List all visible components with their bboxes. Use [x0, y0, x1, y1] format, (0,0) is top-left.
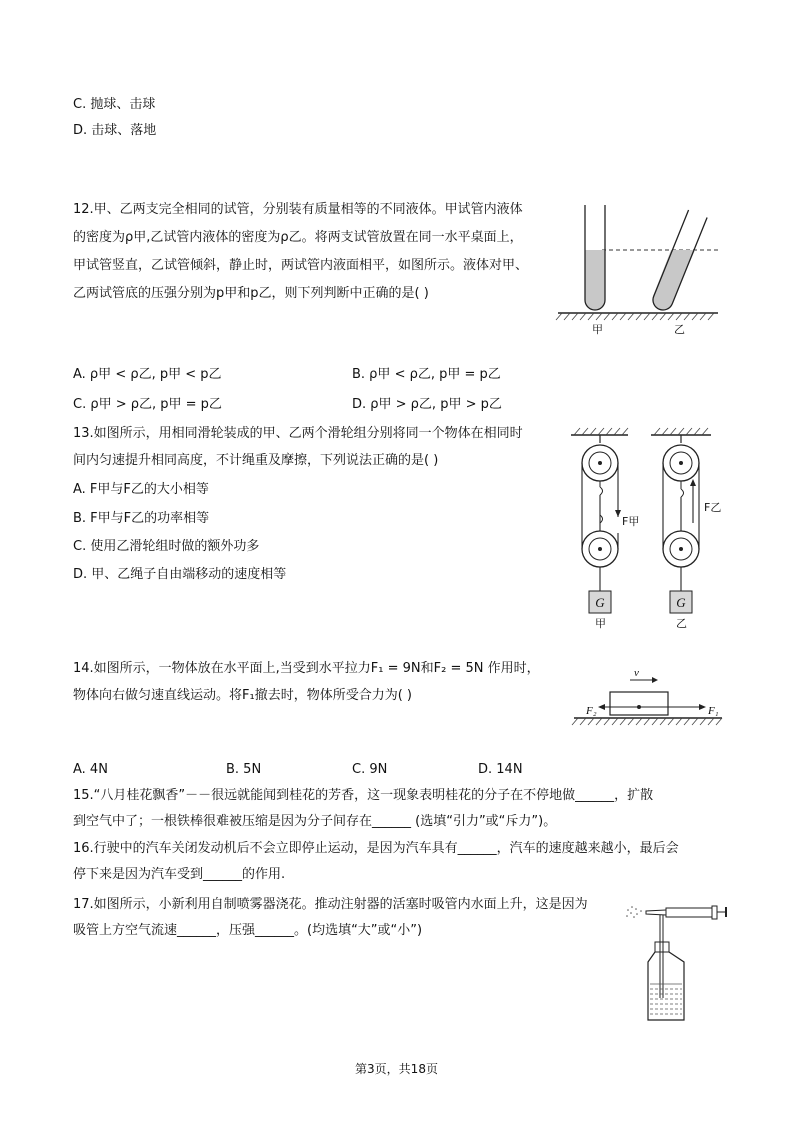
- q14-option-d: D. 14N: [478, 762, 523, 777]
- q14-option-b: B. 5N: [226, 762, 262, 777]
- page-number: 第3页，共18页: [355, 1062, 438, 1076]
- q12-option-d: D. ρ甲 > ρ乙, p甲 > p乙: [352, 397, 502, 412]
- q15-line-1: 15.“八月桂花飘香”－－很远就能闻到桂花的芳香，这一现象表明桂花的分子在不停地做______，扩散: [73, 788, 654, 803]
- q12-option-a: A. ρ甲 < ρ乙, p甲 < p乙: [73, 367, 222, 382]
- q13-option-a: A. F甲与F乙的大小相等: [73, 482, 209, 497]
- q12-label-jia: 甲: [592, 323, 603, 336]
- q16-line-1: 16.行驶中的汽车关闭发动机后不会立即停止运动，是因为汽车具有______，汽车的速度越来越小，最后会: [73, 841, 679, 856]
- q11-option-d: D. 击球、落地: [73, 123, 157, 138]
- q13-label-jia: 甲: [595, 617, 606, 630]
- q13-weight-g-right: G: [676, 595, 686, 610]
- q14-f2-label: F₂: [586, 705, 597, 717]
- q17-line-1: 17.如图所示，小新利用自制喷雾器浇花。推动注射器的活塞时吸管内水面上升，这是因为: [73, 897, 588, 912]
- q12-label-yi: 乙: [674, 323, 685, 336]
- q12-line-1: 12.甲、乙两支完全相同的试管，分别装有质量相等的不同液体。甲试管内液体: [73, 202, 523, 217]
- q13-option-c: C. 使用乙滑轮组时做的额外功多: [73, 539, 260, 554]
- q14-option-c: C. 9N: [352, 762, 388, 777]
- q12-line-4: 乙两试管底的压强分别为p甲和p乙，则下列判断中正确的是( ): [73, 286, 429, 301]
- q14-line-2: 物体向右做匀速直线运动。将F₁撤去时，物体所受合力为( ): [73, 688, 412, 703]
- q14-force-figure: [572, 662, 724, 732]
- q13-option-d: D. 甲、乙绳子自由端移动的速度相等: [73, 567, 287, 582]
- q11-option-c: C. 抛球、击球: [73, 97, 156, 112]
- q15-line-2: 到空气中了；一根铁棒很难被压缩是因为分子间存在______ (选填“引力”或“斥力”)。: [73, 814, 557, 829]
- q12-line-2: 的密度为ρ甲,乙试管内液体的密度为ρ乙。将两支试管放置在同一水平桌面上，: [73, 230, 523, 245]
- q17-line-2: 吸管上方空气流速______，压强______。(均选填“大”或“小”): [73, 923, 423, 938]
- q13-line-2: 间内匀速提升相同高度，不计绳重及摩擦，下列说法正确的是( ): [73, 453, 439, 468]
- q13-pulley-figure: [566, 425, 726, 635]
- q13-force-f-jia: F甲: [622, 515, 640, 528]
- q13-label-yi: 乙: [676, 617, 687, 630]
- q13-weight-g-left: G: [595, 595, 605, 610]
- q17-sprayer-figure: [624, 896, 728, 1026]
- q14-line-1: 14.如图所示，一物体放在水平面上,当受到水平拉力F₁ = 9N和F₂ = 5N 作用时，: [73, 661, 540, 676]
- q14-velocity-label: v: [634, 667, 639, 679]
- q13-option-b: B. F甲与F乙的功率相等: [73, 511, 210, 526]
- q14-f1-label: F₁: [708, 705, 719, 717]
- q12-option-b: B. ρ甲 < ρ乙, p甲 = p乙: [352, 367, 501, 382]
- q13-line-1: 13.如图所示，用相同滑轮装成的甲、乙两个滑轮组分别将同一个物体在相同时: [73, 426, 523, 441]
- q16-line-2: 停下来是因为汽车受到______的作用.: [73, 867, 286, 882]
- q13-force-f-yi: F乙: [704, 501, 722, 514]
- q12-line-3: 甲试管竖直，乙试管倾斜，静止时，两试管内液面相平，如图所示。液体对甲、: [73, 258, 529, 273]
- q12-test-tube-figure: [556, 200, 721, 340]
- q12-option-c: C. ρ甲 > ρ乙, p甲 = p乙: [73, 397, 222, 412]
- q14-option-a: A. 4N: [73, 762, 108, 777]
